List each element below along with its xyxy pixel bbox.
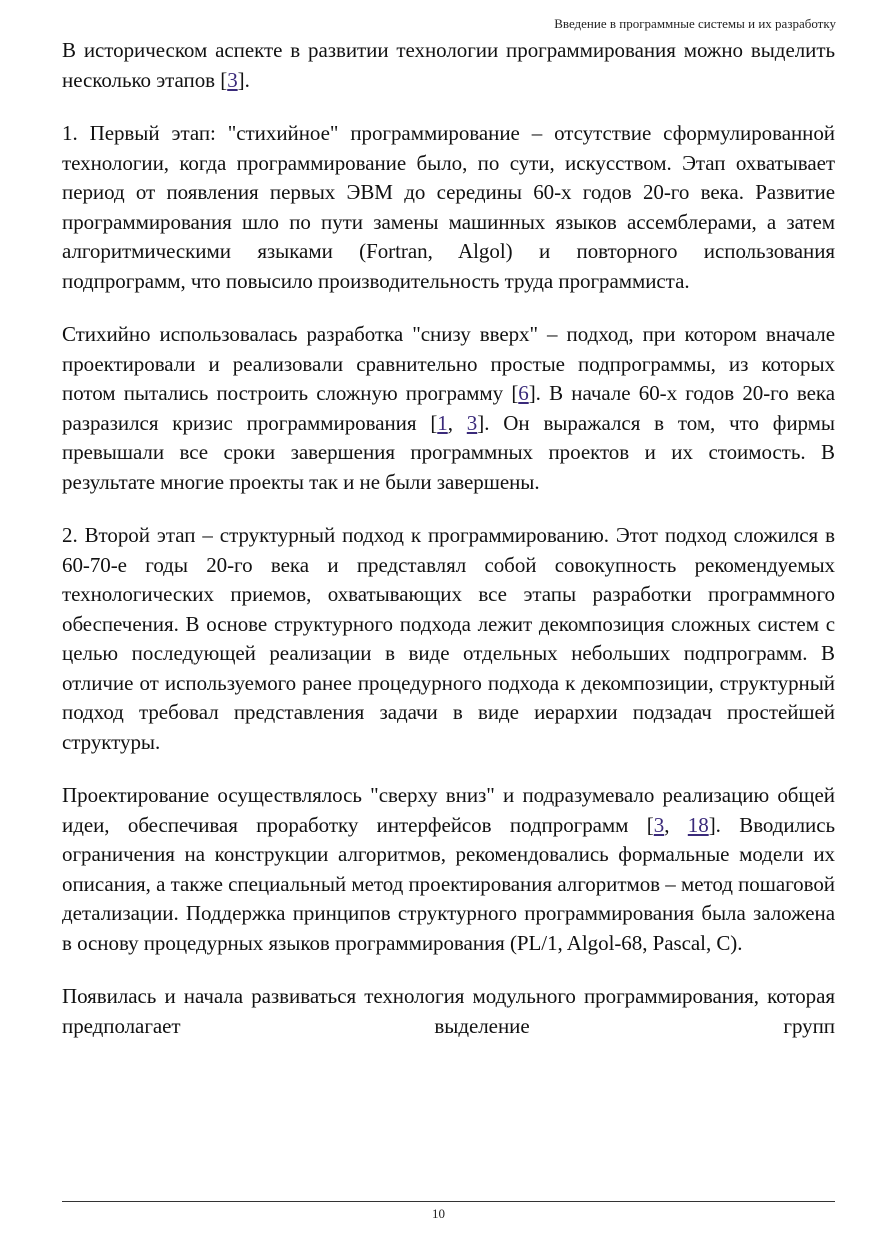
- text-segment: ]. Он выражался в том, что фирмы превышали все сроки завершения программных проектов и их стоимость. В результате многие проекты так и не были завершены.: [62, 410, 835, 494]
- paragraph-modular: [62, 982, 835, 1041]
- page-number: 10: [432, 1206, 445, 1221]
- text-segment: В историческом аспекте в развитии технологии программирования можно выделить несколько этапов [: [62, 38, 835, 92]
- citation-link[interactable]: 3: [466, 410, 478, 435]
- paragraph-top-down: [62, 781, 835, 958]
- text-segment: Проектирование осуществлялось "сверху вниз" и подразумевало реализацию общей идеи, обеспечивая проработку интерфейсов подпрограмм [: [62, 783, 835, 837]
- text-segment: ]. В начале 60-х годов 20-го века разразился кризис программирования [: [62, 381, 835, 435]
- running-header: Введение в программные системы и их разработку: [554, 16, 836, 31]
- citation-link[interactable]: 6: [518, 381, 529, 405]
- footer-divider: [62, 1201, 835, 1202]
- text-segment: ,: [664, 812, 688, 837]
- page-body: [62, 36, 835, 1041]
- citation-link[interactable]: 1: [437, 410, 448, 435]
- text-segment: 1. Первый этап: "стихийное" программирование – отсутствие сформулированной технологии, когда программирование было, по сути, искусством. Этап охватывает период от появления первых ЭВМ до середины 60-х годов 20-го века. Развитие программирования шло по пути замены машинных языков ассемблерами, а затем алгоритмическими языками (Fortran, Algol) и повторного использования подпрограмм, что повысило производительность труда программиста.: [62, 121, 835, 293]
- text-segment: ,: [447, 410, 467, 435]
- text-segment: ]. Вводились ограничения на конструкции алгоритмов, рекомендовались формальные модели их описания, а также специальный метод проектирования алгоритмов – метод пошаговой детализации. Поддержка принципов структурного программирования была заложена в основу процедурных языков программирования (PL/1, Algol-68, Pascal, C).: [62, 812, 835, 955]
- paragraph-intro: [62, 36, 835, 95]
- paragraph-bottom-up: [62, 320, 835, 497]
- text-segment: Стихийно использовалась разработка "снизу вверх" – подход, при котором вначале проектировали и реализовали сравнительно простые подпрограммы, из которых потом пытались построить сложную программу [: [62, 322, 835, 405]
- citation-link[interactable]: 3: [653, 812, 665, 837]
- paragraph-stage-one: [62, 119, 835, 296]
- citation-link[interactable]: 3: [227, 67, 238, 92]
- citation-link[interactable]: 18: [687, 812, 709, 837]
- text-segment: 2. Второй этап – структурный подход к программированию. Этот подход сложился в 60-70-е годы 20-го века и представлял собой совокупность рекомендуемых технологических приемов, охватывающих все этапы разработки программного обеспечения. В основе структурного подхода лежит декомпозиция сложных систем с целью последующей реализации в виде отдельных небольших подпрограмм. В отличие от используемого ранее процедурного подхода к декомпозиции, структурный подход требовал представления задачи в виде иерархии подзадач простейшей структуры.: [62, 523, 835, 754]
- text-segment: ].: [237, 67, 250, 92]
- paragraph-stage-two: [62, 521, 835, 757]
- text-segment: Появилась и начала развиваться технология модульного программирования, которая предполагает выделение групп: [62, 984, 835, 1038]
